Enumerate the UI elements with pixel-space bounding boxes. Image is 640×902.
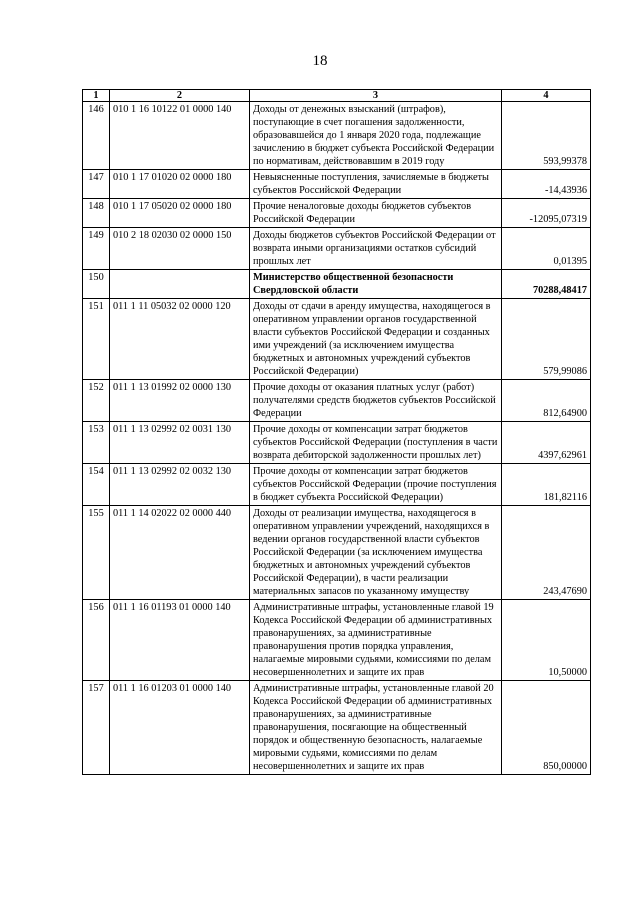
row-number-cell: 157	[83, 681, 110, 775]
description-cell: Доходы от денежных взысканий (штрафов), поступающие в счет погашения задолженности, образовавшейся до 1 января 2020 года, подлежащие зачислению в бюджет субъекта Российской Федерации по нормативам, действовавшим в 2019 году	[250, 102, 502, 170]
description-cell: Прочие доходы от компенсации затрат бюджетов субъектов Российской Федерации (поступления в части возврата дебиторской задолженности прошлых лет)	[250, 422, 502, 464]
budget-code-cell: 010 1 17 01020 02 0000 180	[110, 170, 250, 199]
table-row	[83, 422, 591, 464]
table-row	[83, 199, 591, 228]
row-number-cell: 148	[83, 199, 110, 228]
description-cell: Прочие доходы от оказания платных услуг (работ) получателями средств бюджетов субъектов Российской Федерации	[250, 380, 502, 422]
description-cell: Доходы бюджетов субъектов Российской Федерации от возврата иными организациями остатков субсидий прошлых лет	[250, 228, 502, 270]
budget-code-cell: 010 1 17 05020 02 0000 180	[110, 199, 250, 228]
description-cell: Административные штрафы, установленные главой 20 Кодекса Российской Федерации об административных правонарушениях, за административные правонарушения, посягающие на общественный порядок и общественную безопасность, налагаемые мировыми судьями, комиссиями по делам несовершеннолетних и защите их прав	[250, 681, 502, 775]
amount-cell: -14,43936	[502, 170, 591, 199]
table-row	[83, 506, 591, 600]
amount-cell: 593,99378	[502, 102, 591, 170]
column-header-2: 2	[110, 90, 250, 102]
amount-cell: 10,50000	[502, 600, 591, 681]
row-number-cell: 152	[83, 380, 110, 422]
row-number-cell: 156	[83, 600, 110, 681]
amount-cell: 181,82116	[502, 464, 591, 506]
page-number: 18	[312, 53, 328, 69]
row-number-cell: 147	[83, 170, 110, 199]
description-cell: Доходы от реализации имущества, находящегося в оперативном управлении учреждений, находящихся в ведении органов государственной власти субъектов Российской Федерации (за исключением имущества бюджетных и автономных учреждений субъектов Российской Федерации), в части реализации материальных запасов по указанному имуществу	[250, 506, 502, 600]
row-number-cell: 150	[83, 270, 110, 299]
row-number-cell: 153	[83, 422, 110, 464]
description-cell: Административные штрафы, установленные главой 19 Кодекса Российской Федерации об административных правонарушениях, за административные правонарушения против порядка управления, налагаемые мировыми судьями, комиссиями по делам несовершеннолетних и защите их прав	[250, 600, 502, 681]
budget-code-cell: 011 1 11 05032 02 0000 120	[110, 299, 250, 380]
table-header-row	[83, 90, 591, 102]
row-number-cell: 146	[83, 102, 110, 170]
amount-cell: 0,01395	[502, 228, 591, 270]
budget-code-cell: 010 2 18 02030 02 0000 150	[110, 228, 250, 270]
description-cell: Невыясненные поступления, зачисляемые в бюджеты субъектов Российской Федерации	[250, 170, 502, 199]
amount-cell: 579,99086	[502, 299, 591, 380]
description-cell: Доходы от сдачи в аренду имущества, находящегося в оперативном управлении органов государственной власти субъектов Российской Федерации и созданных ими учреждений (за исключением имущества бюджетных и автономных учреждений субъектов Российской Федерации)	[250, 299, 502, 380]
budget-code-cell: 011 1 14 02022 02 0000 440	[110, 506, 250, 600]
row-number-cell: 154	[83, 464, 110, 506]
budget-table	[82, 89, 591, 775]
budget-code-cell: 011 1 13 01992 02 0000 130	[110, 380, 250, 422]
amount-cell: -12095,07319	[502, 199, 591, 228]
amount-cell: 243,47690	[502, 506, 591, 600]
description-cell: Прочие доходы от компенсации затрат бюджетов субъектов Российской Федерации (прочие поступления в бюджет субъекта Российской Федерации)	[250, 464, 502, 506]
table-body	[83, 90, 591, 775]
budget-code-cell	[110, 270, 250, 299]
table-row	[83, 270, 591, 299]
amount-cell: 70288,48417	[502, 270, 591, 299]
table-row	[83, 102, 591, 170]
budget-code-cell: 011 1 13 02992 02 0031 130	[110, 422, 250, 464]
description-cell: Прочие неналоговые доходы бюджетов субъектов Российской Федерации	[250, 199, 502, 228]
budget-code-cell: 011 1 16 01193 01 0000 140	[110, 600, 250, 681]
budget-code-cell: 011 1 16 01203 01 0000 140	[110, 681, 250, 775]
table-row	[83, 380, 591, 422]
budget-code-cell: 011 1 13 02992 02 0032 130	[110, 464, 250, 506]
table-row	[83, 681, 591, 775]
column-header-3: 3	[250, 90, 502, 102]
description-cell: Министерство общественной безопасности Свердловской области	[250, 270, 502, 299]
amount-cell: 850,00000	[502, 681, 591, 775]
row-number-cell: 149	[83, 228, 110, 270]
table-row	[83, 299, 591, 380]
table-row	[83, 600, 591, 681]
table-row	[83, 464, 591, 506]
amount-cell: 812,64900	[502, 380, 591, 422]
budget-code-cell: 010 1 16 10122 01 0000 140	[110, 102, 250, 170]
table-row	[83, 170, 591, 199]
table-row	[83, 228, 591, 270]
row-number-cell: 151	[83, 299, 110, 380]
column-header-1: 1	[83, 90, 110, 102]
column-header-4: 4	[502, 90, 591, 102]
amount-cell: 4397,62961	[502, 422, 591, 464]
row-number-cell: 155	[83, 506, 110, 600]
